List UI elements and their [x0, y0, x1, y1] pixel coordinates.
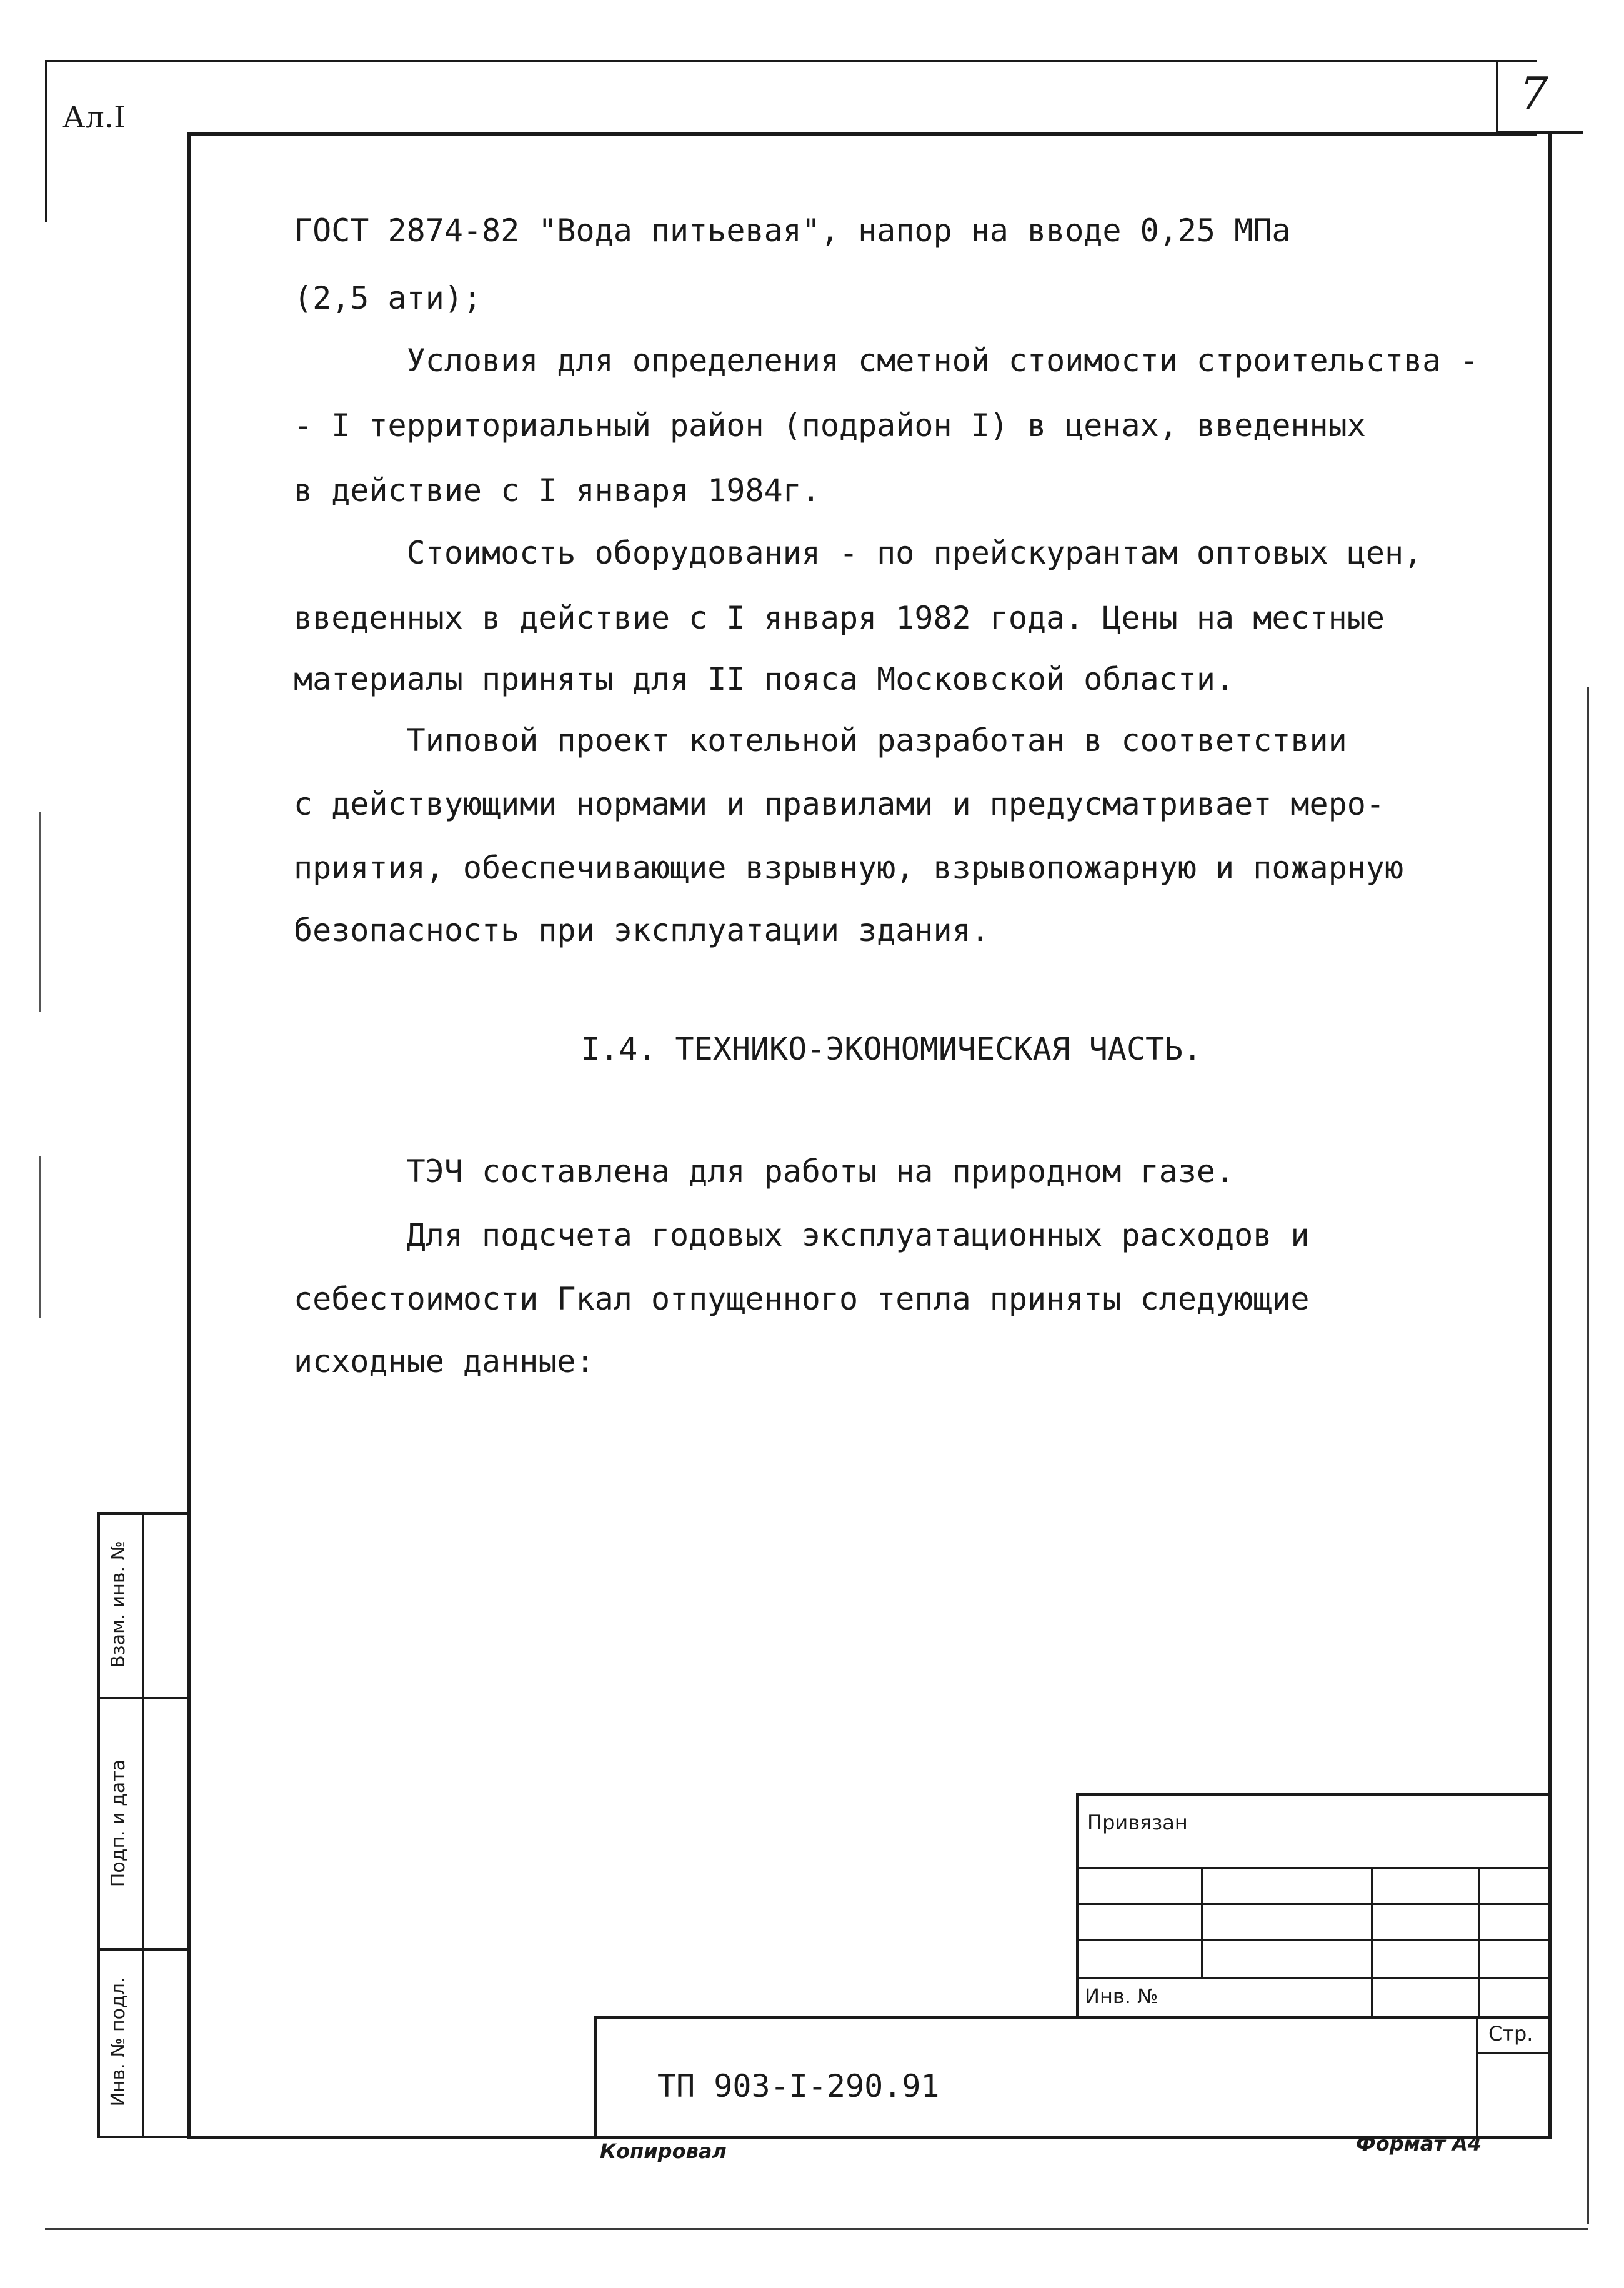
- format-label: Формат А4: [1356, 2132, 1482, 2156]
- page-number: 7: [1520, 67, 1548, 120]
- stamp-left: [97, 1512, 100, 2137]
- body-line-1: ГОСТ 2874-82 "Вода питьевая", напор на вводе 0,25 МПа: [294, 212, 1291, 249]
- body-line-4: - I территориальный район (подрайон I) в ценах, введенных: [294, 407, 1366, 444]
- body-line-11: приятия, обеспечивающие взрывную, взрывопожарную и пожарную: [294, 850, 1404, 886]
- body-line-15: себестоимости Гкал отпущенного тепла приняты следующие: [294, 1281, 1310, 1317]
- scan-edge-left-2: [39, 1156, 41, 1318]
- body-line-10: с действующими нормами и правилами и предусматривает меро-: [294, 786, 1385, 822]
- privyazan-label: Привязан: [1087, 1811, 1188, 1834]
- sheet-label: Ал.I: [62, 100, 126, 135]
- scan-edge-right: [1587, 687, 1589, 2224]
- outer-left-border: [45, 60, 47, 222]
- page-number-box-bottom: [1496, 131, 1583, 134]
- tb-col-1: [1201, 1867, 1203, 1978]
- inv-podl-label: Инв. № подл.: [107, 1977, 129, 2107]
- tb-page-sep: [1476, 2052, 1551, 2054]
- vzam-inv-label: Взам. инв. №: [107, 1541, 129, 1668]
- body-line-13: ТЭЧ составлена для работы на природном газе.: [294, 1153, 1235, 1190]
- podp-data-label: Подп. и дата: [107, 1759, 129, 1888]
- designation: ТП 903-I-290.91: [657, 2068, 940, 2104]
- section-heading: I.4. ТЕХНИКО-ЭКОНОМИЧЕСКАЯ ЧАСТЬ.: [581, 1031, 1202, 1067]
- body-line-5: в действие с I января 1984г.: [294, 472, 820, 509]
- page-label: Стр.: [1488, 2022, 1533, 2046]
- frame-right-border: [1548, 132, 1552, 2138]
- stamp-bottom: [97, 2136, 189, 2138]
- stamp-divider: [142, 1512, 144, 2137]
- body-line-3: Условия для определения сметной стоимости строительства -: [294, 342, 1479, 379]
- frame-left-border: [187, 132, 191, 2138]
- kopiroval-label: Копировал: [600, 2139, 727, 2163]
- body-line-16: исходные данные:: [294, 1343, 595, 1380]
- scan-edge-left-1: [39, 812, 41, 1012]
- tb-upper-left: [1076, 1793, 1079, 2018]
- tb-upper-top: [1076, 1793, 1551, 1796]
- tb-lower-top: [594, 2016, 1551, 2019]
- body-line-6: Стоимость оборудования - по прейскурантам оптовых цен,: [294, 535, 1423, 571]
- body-line-2: (2,5 ати);: [294, 280, 482, 316]
- inv-no-label: Инв. №: [1085, 1984, 1158, 2008]
- tb-page-col: [1476, 2016, 1478, 2138]
- tb-lower-left: [594, 2016, 597, 2138]
- frame-bottom-border: [187, 2136, 1552, 2139]
- body-line-7: введенных в действие с I января 1982 года. Цены на местные: [294, 600, 1385, 636]
- body-line-9: Типовой проект котельной разработан в соответствии: [294, 722, 1347, 759]
- scan-edge-bottom: [45, 2228, 1588, 2230]
- body-line-8: материалы приняты для II пояса Московской области.: [294, 661, 1235, 697]
- body-line-12: безопасность при эксплуатации здания.: [294, 912, 990, 948]
- tb-col-3: [1478, 1867, 1480, 2017]
- frame-top-border: [191, 132, 1537, 136]
- body-line-14: Для подсчета годовых эксплуатационных расходов и: [294, 1217, 1310, 1253]
- page-number-box-left: [1496, 60, 1498, 134]
- tb-col-2: [1371, 1867, 1373, 2017]
- outer-top-border: [45, 60, 1537, 62]
